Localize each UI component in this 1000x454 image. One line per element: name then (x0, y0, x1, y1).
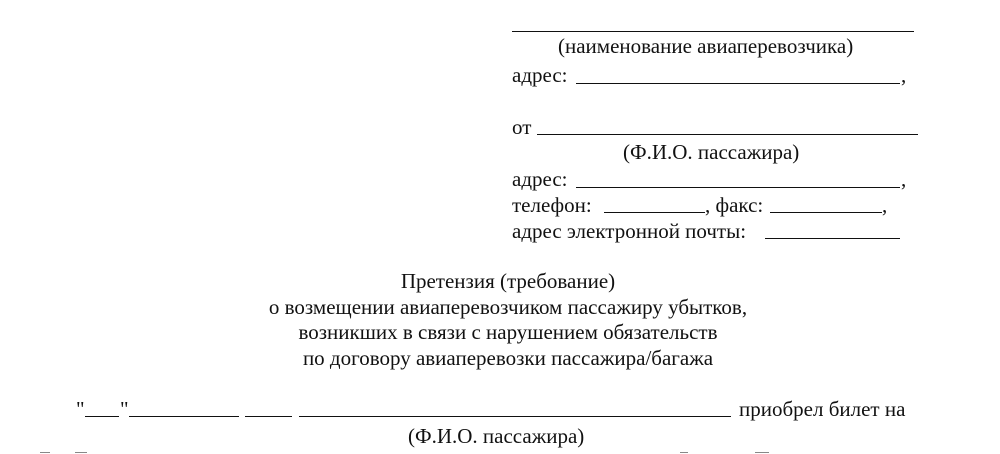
passenger-caption: (Ф.И.О. пассажира) (623, 140, 800, 164)
date-month-line (129, 416, 239, 417)
title-line-3: возникших в связи с нарушением обязательств (298, 320, 718, 344)
next-line-fragment (40, 452, 50, 453)
passenger-address-line (576, 187, 900, 188)
email-label: адрес электронной почты: (512, 219, 747, 243)
date-close-quote: " (120, 397, 129, 421)
fax-line (770, 212, 882, 213)
carrier-address-label: адрес: (512, 63, 568, 87)
carrier-caption: (наименование авиаперевозчика) (558, 34, 854, 58)
email-line (765, 238, 900, 239)
next-line-fragment (75, 452, 87, 453)
date-day-line (85, 416, 119, 417)
carrier-name-line (512, 31, 914, 32)
phone-label: телефон: (512, 193, 592, 217)
passenger-address-label: адрес: (512, 167, 568, 191)
next-line-fragment (680, 452, 688, 453)
passenger-address-comma: , (901, 167, 907, 191)
next-line-fragment (755, 452, 769, 453)
fax-label: , факс: (705, 193, 764, 217)
buyer-name-line (299, 416, 731, 417)
title-line-4: по договору авиаперевозки пассажира/багажа (302, 346, 714, 370)
buyer-caption: (Ф.И.О. пассажира) (408, 424, 585, 448)
carrier-address-line (576, 83, 900, 84)
from-name-line (537, 134, 918, 135)
date-year-line (245, 416, 292, 417)
date-open-quote: " (76, 397, 85, 421)
purchase-text: приобрел билет на (739, 397, 906, 421)
title-line-2: о возмещении авиаперевозчиком пассажиру убытков, (268, 295, 748, 319)
phone-line (604, 212, 705, 213)
from-label: от (512, 115, 532, 139)
fax-comma: , (882, 193, 888, 217)
title-line-1: Претензия (требование) (400, 269, 616, 293)
carrier-address-comma: , (901, 63, 907, 87)
